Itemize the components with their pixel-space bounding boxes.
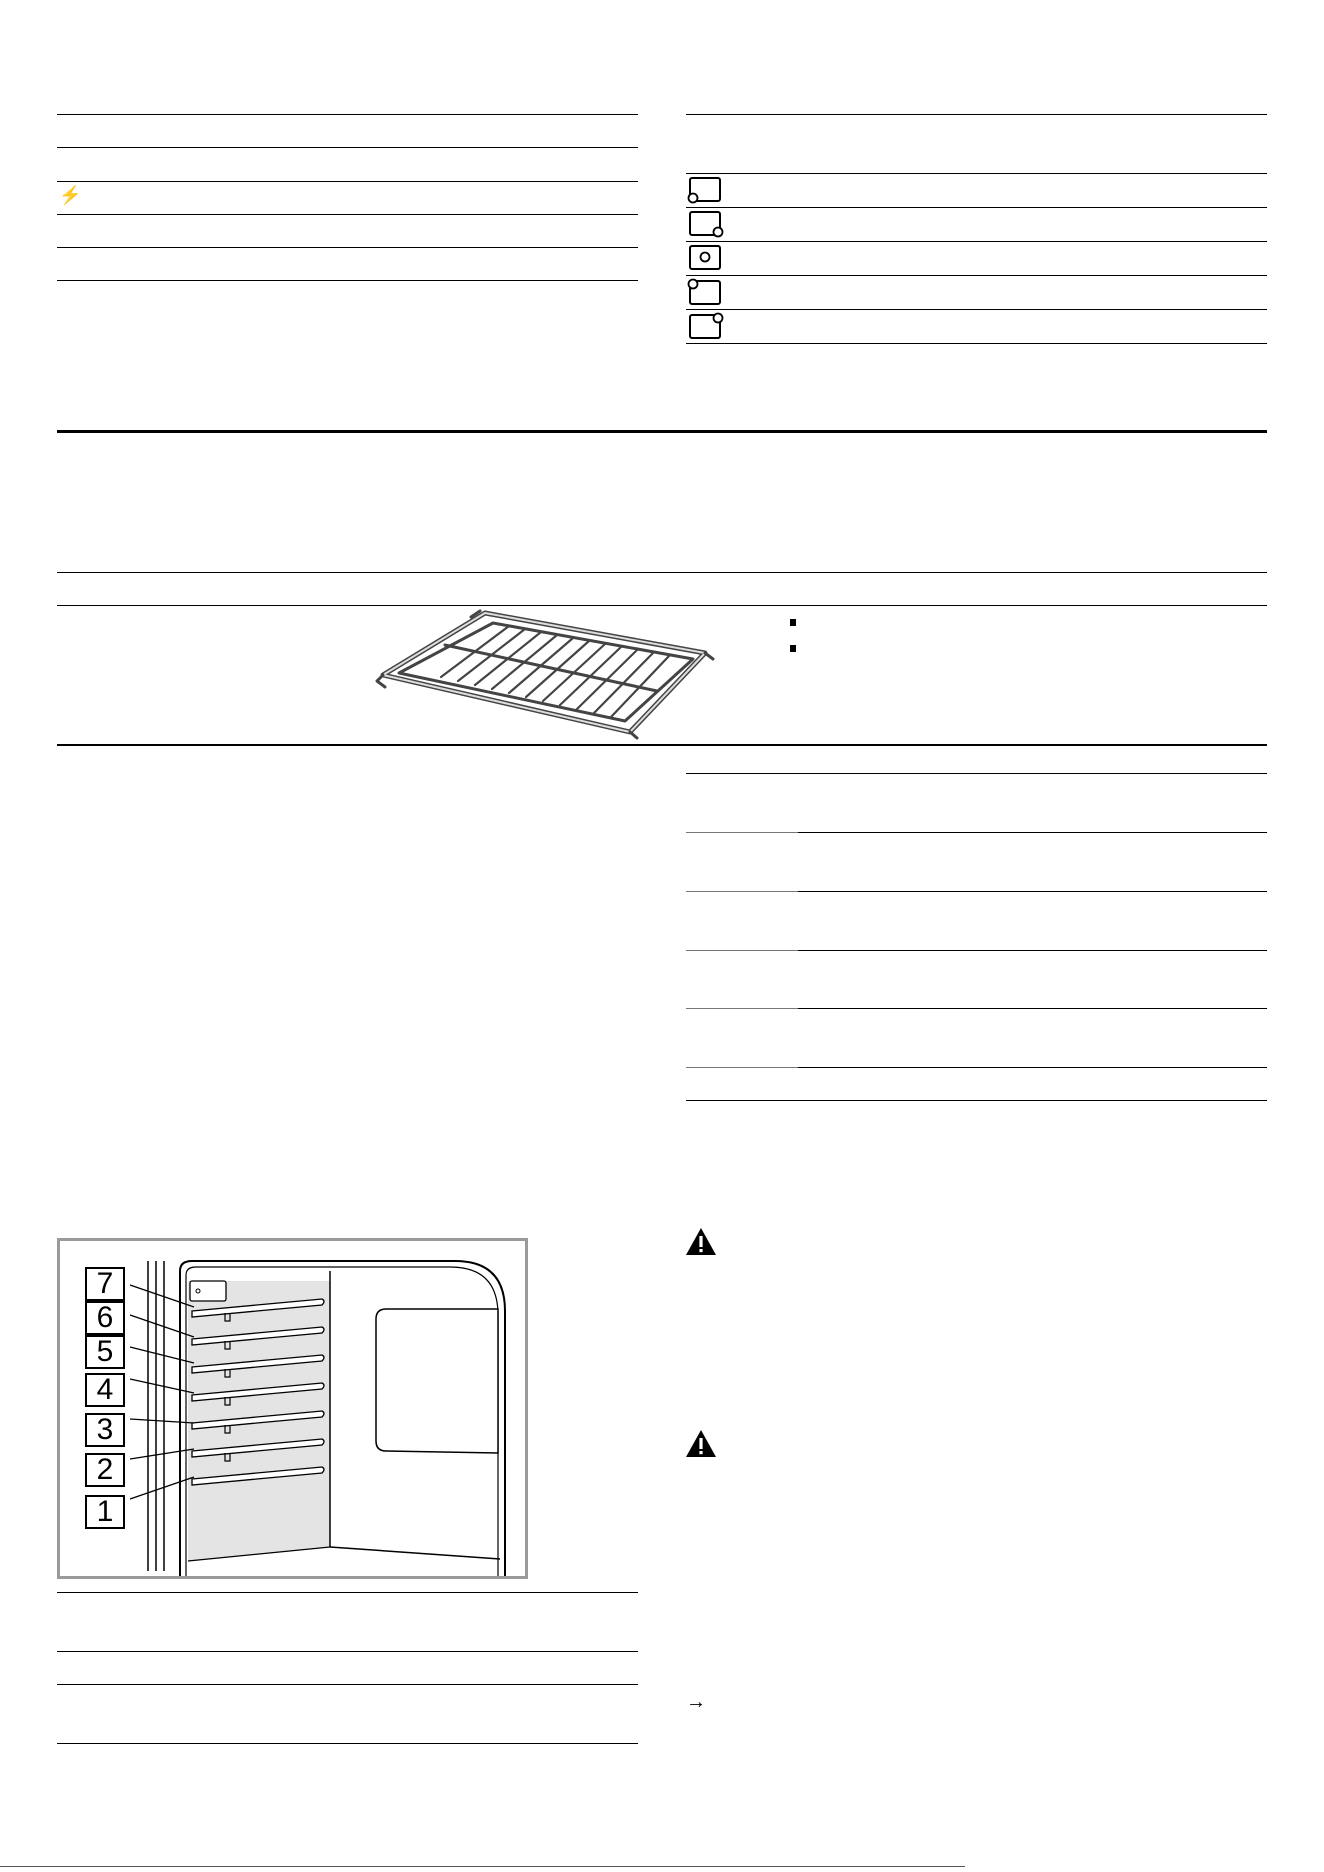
table-rule xyxy=(686,241,1267,242)
table-rule xyxy=(57,181,638,182)
table-rule xyxy=(57,744,1267,746)
oven-interior-drawing xyxy=(60,1241,525,1576)
table-rule xyxy=(57,1684,638,1685)
table-rule xyxy=(686,950,798,951)
table-rule xyxy=(57,247,638,248)
bottom-right-position-icon xyxy=(686,210,726,240)
shelf-label-4: 4 xyxy=(85,1373,125,1407)
center-position-icon xyxy=(686,244,726,274)
lightning-icon: ⚡ xyxy=(59,185,82,205)
table-rule xyxy=(686,891,798,892)
top-left-position-icon xyxy=(686,278,726,308)
table-rule xyxy=(57,214,638,215)
table-rule xyxy=(57,280,638,281)
table-rule xyxy=(686,1067,798,1068)
footer-rule xyxy=(0,1866,965,1867)
shelf-positions-figure xyxy=(57,1238,528,1579)
shelf-label-3: 3 xyxy=(85,1413,125,1447)
step-arrow-icon: → xyxy=(686,1691,706,1713)
table-rule xyxy=(686,343,1267,344)
table-rule xyxy=(57,114,638,115)
table-rule xyxy=(686,773,1267,774)
shelf-label-6: 6 xyxy=(85,1301,125,1335)
table-rule xyxy=(57,1592,638,1593)
table-rule xyxy=(686,309,1267,310)
table-rule xyxy=(686,832,798,833)
shelf-label-2: 2 xyxy=(85,1453,125,1487)
warning-triangle-icon xyxy=(684,1226,718,1258)
bullet-marker xyxy=(790,619,796,626)
shelf-label-5: 5 xyxy=(85,1335,125,1369)
table-rule xyxy=(686,207,1267,208)
section-divider xyxy=(57,430,1267,433)
table-rule xyxy=(57,1651,638,1652)
warning-triangle-icon xyxy=(684,1428,718,1460)
table-rule xyxy=(57,147,638,148)
table-rule xyxy=(686,114,1267,115)
shelf-label-7: 7 xyxy=(85,1267,125,1301)
table-rule xyxy=(57,1743,638,1744)
table-rule xyxy=(798,950,1267,951)
table-rule xyxy=(686,1100,1267,1101)
table-rule xyxy=(798,832,1267,833)
table-rule xyxy=(686,1008,798,1009)
table-rule xyxy=(57,572,1267,573)
table-rule xyxy=(798,1067,1267,1068)
top-right-position-icon xyxy=(686,312,726,342)
shelf-label-1: 1 xyxy=(85,1495,125,1529)
bullet-marker xyxy=(790,645,796,652)
table-rule xyxy=(57,605,1267,606)
table-rule xyxy=(798,1008,1267,1009)
wire-rack-image xyxy=(375,607,715,742)
bottom-left-position-icon xyxy=(686,176,726,206)
table-rule xyxy=(686,275,1267,276)
table-rule xyxy=(686,173,1267,174)
table-rule xyxy=(798,891,1267,892)
